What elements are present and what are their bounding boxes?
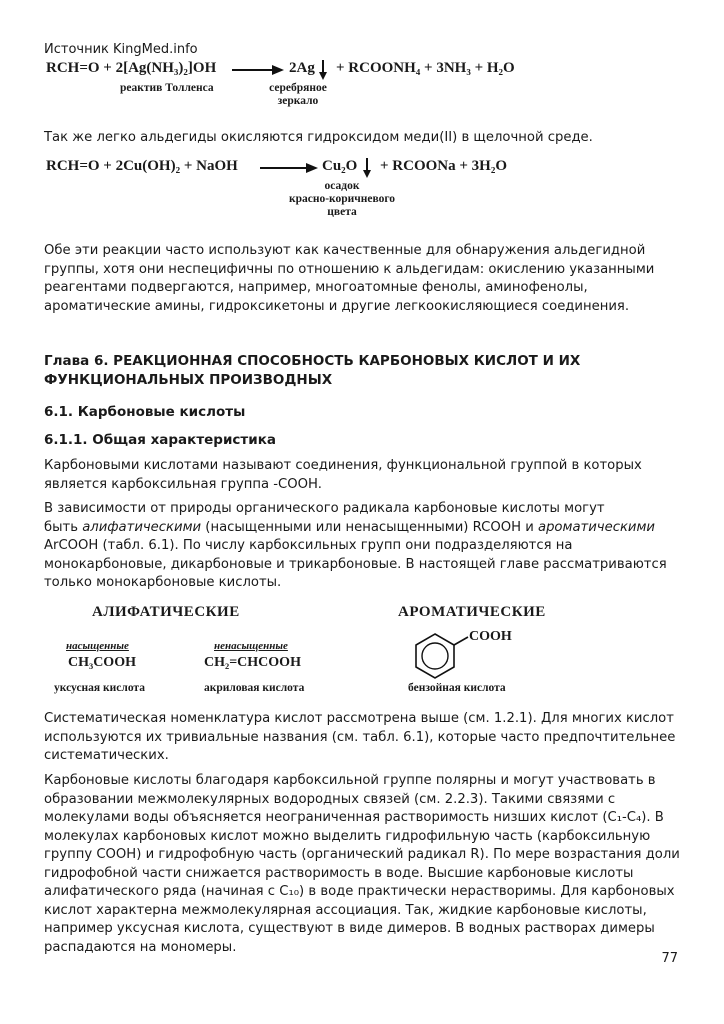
paragraph-definition: Карбоновыми кислотами называют соединения, функциональной группой в которых является карбоксильная группа -COOH. xyxy=(44,458,642,492)
acrylic-acid-formula: CH₂=CHCOOH xyxy=(204,655,301,670)
eq1-product-label-1: серебряное xyxy=(269,82,327,94)
subsection-heading: 6.1.1. Общая характеристика xyxy=(44,432,276,448)
acrylic-acid-name: акриловая кислота xyxy=(204,682,305,694)
acetic-acid-formula: CH₃COOH xyxy=(68,655,136,670)
page-number: 77 xyxy=(661,951,678,966)
paragraph-classification xyxy=(44,500,680,593)
eq2-arrow-head xyxy=(306,163,318,173)
paragraph-nomenclature: Систематическая номенклатура кислот рассмотрена выше (см. 1.2.1). Для многих кислот используются их тривиальные названия (см. табл. 6.1), которые часто предпочтительнее систематических. xyxy=(44,711,676,763)
classification-line1: В зависимости от природы органического радикала карбоновые кислоты могут xyxy=(44,501,605,516)
aliphatic-term: алифатическими xyxy=(82,519,202,535)
paragraph-qualitative: Обе эти реакции часто используют как качественные для обнаружения альдегидной группы, хотя они неспецифичны по отношению к альдегидам: окислению указанными реагентами подвергаются, например, многоатомные фенолы, аминофенолы, ароматические амины, гидроксикетоны и другие легкоокисляющиеся соединения. xyxy=(44,243,655,314)
eq2-arrow xyxy=(260,167,308,169)
eq2-product-label-1: осадок xyxy=(324,180,360,192)
aromatic-title: АРОМАТИЧЕСКИЕ xyxy=(398,604,546,620)
eq1-arrow-head xyxy=(272,65,284,75)
eq1-reactants: RCH=O + 2[Ag(NH₃)₂]OH xyxy=(46,60,217,76)
benzene-ring-icon xyxy=(410,628,470,684)
section-heading: 6.1. Карбоновые кислоты xyxy=(44,404,246,420)
eq2-product-cu2o: Cu₂O xyxy=(322,158,358,174)
benzoic-carboxyl: COOH xyxy=(469,629,512,644)
eq1-arrow xyxy=(232,69,274,71)
eq1-product-ag: 2Ag xyxy=(289,60,315,76)
eq1-precipitate-head xyxy=(319,72,327,80)
aliphatic-title: АЛИФАТИЧЕСКИЕ xyxy=(92,604,240,620)
benzoic-acid-name: бензойная кислота xyxy=(408,682,506,694)
paragraph-copper: Так же легко альдегиды окисляются гидроксидом меди(II) в щелочной среде. xyxy=(44,130,593,145)
eq2-reactants: RCH=O + 2Cu(OH)₂ + NaOH xyxy=(46,158,238,174)
eq1-product-label-2: зеркало xyxy=(277,95,319,107)
eq2-precipitate-head xyxy=(363,170,371,178)
classification-text-2: (насыщенными или ненасыщенными) RCOOH и xyxy=(201,519,538,535)
eq1-rest: + RCOONH₄ + 3NH₃ + H₂O xyxy=(336,60,515,76)
paragraph-properties: Карбоновые кислоты благодаря карбоксильной группе полярны и могут участвовать в образовании межмолекулярных водородных связей (см. 2.2.3). Такими связями с молекулами воды объясняется неограниченная растворимость низших кислот (C₁-C₄). В молекулах карбоновых кислот можно выделить гидрофильную часть (карбоксильную группу COOH) и гидрофобную часть (органический радикал R). По мере возрастания доли гидрофобной части снижается растворимость в воде. Высшие карбоновые кислоты алифатического ряда (начиная с C₁₀) в воде практически нерастворимы. Для карбоновых кислот характерна межмолекулярная ассоциация. Так, жидкие карбоновые кислоты, например уксусная кислота, существуют в виде димеров. В водных растворах димеры распадаются на мономеры. xyxy=(44,773,680,955)
acetic-acid-name: уксусная кислота xyxy=(54,682,145,694)
source-label: Источник KingMed.info xyxy=(44,42,198,57)
unsaturated-label: ненасыщенные xyxy=(214,640,288,652)
classification-rest xyxy=(44,519,680,593)
aromatic-term: ароматическими xyxy=(537,519,655,535)
eq2-product-label-3: цвета xyxy=(327,206,357,218)
chapter-heading: Глава 6. РЕАКЦИОННАЯ СПОСОБНОСТЬ КАРБОНОВЫХ КИСЛОТ И ИХ ФУНКЦИОНАЛЬНЫХ ПРОИЗВОДНЫХ xyxy=(44,353,581,388)
eq2-rest: + RCOONa + 3H₂O xyxy=(380,158,508,174)
classification-text-1: быть xyxy=(44,519,83,535)
saturated-label: насыщенные xyxy=(66,640,129,652)
eq2-product-label-2: красно-коричневого xyxy=(288,193,396,205)
eq1-reagent-label: реактив Толленса xyxy=(120,82,214,94)
classification-text-3: ArCOOH (табл. 6.1). По числу карбоксильных групп они подразделяются на монокарбоновые, дикарбоновые и трикарбоновые. В настоящей главе рассматриваются только монокарбоновые кислоты. xyxy=(44,538,667,590)
